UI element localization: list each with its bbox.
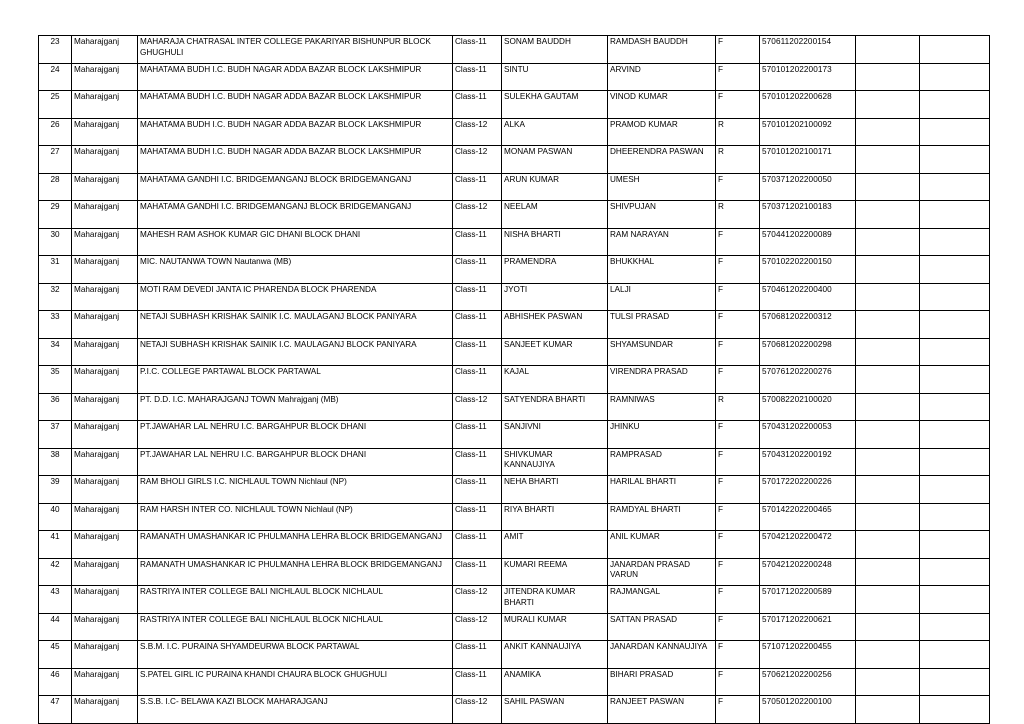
- student-name-cell: ABHISHEK PASWAN: [502, 311, 608, 339]
- registration-code-cell: 570761202200276: [760, 366, 856, 394]
- category-cell: F: [716, 173, 760, 201]
- registration-code-cell: 570371202100183: [760, 201, 856, 229]
- school-name-cell: PT. D.D. I.C. MAHARAJGANJ TOWN Mahrajganj (MB): [138, 393, 453, 421]
- class-cell: Class-11: [453, 531, 502, 559]
- registration-code-cell: 570171202200621: [760, 613, 856, 641]
- blank-cell: [920, 448, 990, 476]
- registration-code-cell: 570082202100020: [760, 393, 856, 421]
- blank-cell: [920, 173, 990, 201]
- father-name-cell: RAMDYAL BHARTI: [608, 503, 716, 531]
- district-cell: Maharajganj: [72, 613, 138, 641]
- category-cell: F: [716, 421, 760, 449]
- serial-number-cell: 36: [39, 393, 72, 421]
- class-cell: Class-11: [453, 256, 502, 284]
- category-cell: F: [716, 338, 760, 366]
- father-name-cell: UMESH: [608, 173, 716, 201]
- serial-number-cell: 43: [39, 586, 72, 614]
- father-name-cell: VIRENDRA PRASAD: [608, 366, 716, 394]
- category-cell: F: [716, 531, 760, 559]
- registration-code-cell: 570681202200312: [760, 311, 856, 339]
- table-row: [39, 668, 990, 696]
- blank-cell: [920, 613, 990, 641]
- class-cell: Class-11: [453, 668, 502, 696]
- student-name-cell: NEELAM: [502, 201, 608, 229]
- table-row: [39, 558, 990, 586]
- class-cell: Class-12: [453, 201, 502, 229]
- district-cell: Maharajganj: [72, 503, 138, 531]
- father-name-cell: RAMNIWAS: [608, 393, 716, 421]
- father-name-cell: RAJMANGAL: [608, 586, 716, 614]
- father-name-cell: RANJEET PASWAN: [608, 696, 716, 724]
- blank-cell: [920, 586, 990, 614]
- school-name-cell: MAHESH RAM ASHOK KUMAR GIC DHANI BLOCK DHANI: [138, 228, 453, 256]
- blank-cell: [856, 668, 920, 696]
- school-name-cell: S.B.M. I.C. PURAINA SHYAMDEURWA BLOCK PARTAWAL: [138, 641, 453, 669]
- registration-code-cell: 570101202100092: [760, 118, 856, 146]
- class-cell: Class-12: [453, 586, 502, 614]
- blank-cell: [856, 476, 920, 504]
- school-name-cell: RASTRIYA INTER COLLEGE BALI NICHLAUL BLOCK NICHLAUL: [138, 586, 453, 614]
- blank-cell: [920, 558, 990, 586]
- class-cell: Class-11: [453, 311, 502, 339]
- blank-cell: [920, 256, 990, 284]
- district-cell: Maharajganj: [72, 668, 138, 696]
- class-cell: Class-12: [453, 118, 502, 146]
- class-cell: Class-12: [453, 393, 502, 421]
- table-row: [39, 118, 990, 146]
- student-name-cell: SAHIL PASWAN: [502, 696, 608, 724]
- district-cell: Maharajganj: [72, 558, 138, 586]
- student-name-cell: JITENDRA KUMAR BHARTI: [502, 586, 608, 614]
- class-cell: Class-12: [453, 696, 502, 724]
- registration-code-cell: 570621202200256: [760, 668, 856, 696]
- school-name-cell: PT.JAWAHAR LAL NEHRU I.C. BARGAHPUR BLOCK DHANI: [138, 421, 453, 449]
- father-name-cell: BHUKKHAL: [608, 256, 716, 284]
- school-name-cell: MOTI RAM DEVEDI JANTA IC PHARENDA BLOCK PHARENDA: [138, 283, 453, 311]
- school-name-cell: NETAJI SUBHASH KRISHAK SAINIK I.C. MAULAGANJ BLOCK PANIYARA: [138, 311, 453, 339]
- category-cell: F: [716, 503, 760, 531]
- registration-code-cell: 570142202200465: [760, 503, 856, 531]
- serial-number-cell: 41: [39, 531, 72, 559]
- serial-number-cell: 46: [39, 668, 72, 696]
- category-cell: F: [716, 36, 760, 64]
- serial-number-cell: 27: [39, 146, 72, 174]
- blank-cell: [920, 91, 990, 119]
- blank-cell: [856, 146, 920, 174]
- blank-cell: [856, 366, 920, 394]
- blank-cell: [856, 393, 920, 421]
- blank-cell: [920, 696, 990, 724]
- registration-code-cell: 570101202100171: [760, 146, 856, 174]
- blank-cell: [920, 146, 990, 174]
- serial-number-cell: 32: [39, 283, 72, 311]
- student-name-cell: NEHA BHARTI: [502, 476, 608, 504]
- district-cell: Maharajganj: [72, 201, 138, 229]
- student-name-cell: PRAMENDRA: [502, 256, 608, 284]
- class-cell: Class-11: [453, 558, 502, 586]
- school-name-cell: MAHARAJA CHATRASAL INTER COLLEGE PAKARIYAR BISHUNPUR BLOCK GHUGHULI: [138, 36, 453, 64]
- category-cell: F: [716, 668, 760, 696]
- district-cell: Maharajganj: [72, 118, 138, 146]
- class-cell: Class-11: [453, 476, 502, 504]
- student-name-cell: RIYA BHARTI: [502, 503, 608, 531]
- student-name-cell: KUMARI REEMA: [502, 558, 608, 586]
- blank-cell: [920, 393, 990, 421]
- student-list-table: [38, 35, 990, 724]
- student-name-cell: SONAM BAUDDH: [502, 36, 608, 64]
- district-cell: Maharajganj: [72, 228, 138, 256]
- district-cell: Maharajganj: [72, 283, 138, 311]
- blank-cell: [856, 173, 920, 201]
- category-cell: R: [716, 393, 760, 421]
- father-name-cell: RAM NARAYAN: [608, 228, 716, 256]
- father-name-cell: SHYAMSUNDAR: [608, 338, 716, 366]
- category-cell: R: [716, 146, 760, 174]
- table-row: [39, 531, 990, 559]
- table-row: [39, 36, 990, 64]
- district-cell: Maharajganj: [72, 146, 138, 174]
- category-cell: F: [716, 366, 760, 394]
- category-cell: F: [716, 476, 760, 504]
- blank-cell: [920, 36, 990, 64]
- class-cell: Class-11: [453, 36, 502, 64]
- category-cell: F: [716, 228, 760, 256]
- blank-cell: [920, 421, 990, 449]
- table-row: [39, 421, 990, 449]
- registration-code-cell: 570681202200298: [760, 338, 856, 366]
- district-cell: Maharajganj: [72, 421, 138, 449]
- category-cell: F: [716, 256, 760, 284]
- blank-cell: [856, 641, 920, 669]
- student-name-cell: ANKIT KANNAUJIYA: [502, 641, 608, 669]
- student-name-cell: SANJIVNI: [502, 421, 608, 449]
- blank-cell: [920, 201, 990, 229]
- registration-code-cell: 570102202200150: [760, 256, 856, 284]
- school-name-cell: MAHATAMA BUDH I.C. BUDH NAGAR ADDA BAZAR BLOCK LAKSHMIPUR: [138, 63, 453, 91]
- student-name-cell: ANAMIKA: [502, 668, 608, 696]
- category-cell: F: [716, 696, 760, 724]
- district-cell: Maharajganj: [72, 586, 138, 614]
- registration-code-cell: 570371202200050: [760, 173, 856, 201]
- registration-code-cell: 570441202200089: [760, 228, 856, 256]
- registration-code-cell: 570431202200192: [760, 448, 856, 476]
- blank-cell: [856, 338, 920, 366]
- registration-code-cell: 570461202200400: [760, 283, 856, 311]
- father-name-cell: JANARDAN KANNAUJIYA: [608, 641, 716, 669]
- table-row: [39, 63, 990, 91]
- blank-cell: [856, 283, 920, 311]
- blank-cell: [856, 421, 920, 449]
- class-cell: Class-11: [453, 228, 502, 256]
- serial-number-cell: 34: [39, 338, 72, 366]
- father-name-cell: RAMDASH BAUDDH: [608, 36, 716, 64]
- district-cell: Maharajganj: [72, 173, 138, 201]
- category-cell: R: [716, 118, 760, 146]
- district-cell: Maharajganj: [72, 531, 138, 559]
- district-cell: Maharajganj: [72, 91, 138, 119]
- table-row: [39, 586, 990, 614]
- father-name-cell: VINOD KUMAR: [608, 91, 716, 119]
- category-cell: R: [716, 201, 760, 229]
- student-name-cell: AMIT: [502, 531, 608, 559]
- registration-code-cell: 571071202200455: [760, 641, 856, 669]
- student-name-cell: MURALI KUMAR: [502, 613, 608, 641]
- blank-cell: [920, 311, 990, 339]
- table-row: [39, 613, 990, 641]
- serial-number-cell: 45: [39, 641, 72, 669]
- class-cell: Class-11: [453, 503, 502, 531]
- student-name-cell: SINTU: [502, 63, 608, 91]
- student-name-cell: MONAM PASWAN: [502, 146, 608, 174]
- father-name-cell: PRAMOD KUMAR: [608, 118, 716, 146]
- table-row: [39, 448, 990, 476]
- school-name-cell: P.I.C. COLLEGE PARTAWAL BLOCK PARTAWAL: [138, 366, 453, 394]
- school-name-cell: MAHATAMA GANDHI I.C. BRIDGEMANGANJ BLOCK BRIDGEMANGANJ: [138, 173, 453, 201]
- table-row: [39, 146, 990, 174]
- blank-cell: [856, 256, 920, 284]
- blank-cell: [920, 641, 990, 669]
- category-cell: F: [716, 641, 760, 669]
- father-name-cell: ANIL KUMAR: [608, 531, 716, 559]
- class-cell: Class-11: [453, 338, 502, 366]
- school-name-cell: MAHATAMA BUDH I.C. BUDH NAGAR ADDA BAZAR BLOCK LAKSHMIPUR: [138, 91, 453, 119]
- school-name-cell: RAMANATH UMASHANKAR IC PHULMANHA LEHRA BLOCK BRIDGEMANGANJ: [138, 558, 453, 586]
- category-cell: F: [716, 586, 760, 614]
- table-row: [39, 228, 990, 256]
- student-name-cell: SANJEET KUMAR: [502, 338, 608, 366]
- category-cell: F: [716, 311, 760, 339]
- father-name-cell: HARILAL BHARTI: [608, 476, 716, 504]
- blank-cell: [856, 36, 920, 64]
- class-cell: Class-11: [453, 173, 502, 201]
- table-row: [39, 393, 990, 421]
- blank-cell: [920, 63, 990, 91]
- category-cell: F: [716, 558, 760, 586]
- blank-cell: [920, 228, 990, 256]
- registration-code-cell: 570611202200154: [760, 36, 856, 64]
- registration-code-cell: 570501202200100: [760, 696, 856, 724]
- blank-cell: [856, 586, 920, 614]
- class-cell: Class-11: [453, 421, 502, 449]
- student-name-cell: SATYENDRA BHARTI: [502, 393, 608, 421]
- category-cell: F: [716, 613, 760, 641]
- school-name-cell: MAHATAMA BUDH I.C. BUDH NAGAR ADDA BAZAR BLOCK LAKSHMIPUR: [138, 118, 453, 146]
- school-name-cell: RASTRIYA INTER COLLEGE BALI NICHLAUL BLOCK NICHLAUL: [138, 613, 453, 641]
- registration-code-cell: 570421202200248: [760, 558, 856, 586]
- blank-cell: [856, 63, 920, 91]
- district-cell: Maharajganj: [72, 338, 138, 366]
- father-name-cell: TULSI PRASAD: [608, 311, 716, 339]
- serial-number-cell: 28: [39, 173, 72, 201]
- blank-cell: [920, 668, 990, 696]
- district-cell: Maharajganj: [72, 476, 138, 504]
- blank-cell: [920, 531, 990, 559]
- registration-code-cell: 570172202200226: [760, 476, 856, 504]
- school-name-cell: S.PATEL GIRL IC PURAINA KHANDI CHAURA BLOCK GHUGHULI: [138, 668, 453, 696]
- blank-cell: [856, 91, 920, 119]
- table-row: [39, 503, 990, 531]
- school-name-cell: RAM HARSH INTER CO. NICHLAUL TOWN Nichlaul (NP): [138, 503, 453, 531]
- district-cell: Maharajganj: [72, 393, 138, 421]
- district-cell: Maharajganj: [72, 448, 138, 476]
- table-row: [39, 366, 990, 394]
- school-name-cell: MAHATAMA GANDHI I.C. BRIDGEMANGANJ BLOCK BRIDGEMANGANJ: [138, 201, 453, 229]
- father-name-cell: DHEERENDRA PASWAN: [608, 146, 716, 174]
- blank-cell: [856, 558, 920, 586]
- blank-cell: [920, 338, 990, 366]
- category-cell: F: [716, 91, 760, 119]
- district-cell: Maharajganj: [72, 641, 138, 669]
- student-name-cell: ARUN KUMAR: [502, 173, 608, 201]
- registration-code-cell: 570431202200053: [760, 421, 856, 449]
- district-cell: Maharajganj: [72, 256, 138, 284]
- serial-number-cell: 44: [39, 613, 72, 641]
- student-name-cell: SHIVKUMAR KANNAUJIYA: [502, 448, 608, 476]
- serial-number-cell: 35: [39, 366, 72, 394]
- registration-code-cell: 570171202200589: [760, 586, 856, 614]
- school-name-cell: S.S.B. I.C- BELAWA KAZI BLOCK MAHARAJGANJ: [138, 696, 453, 724]
- class-cell: Class-12: [453, 146, 502, 174]
- registration-code-cell: 570101202200628: [760, 91, 856, 119]
- school-name-cell: NETAJI SUBHASH KRISHAK SAINIK I.C. MAULAGANJ BLOCK PANIYARA: [138, 338, 453, 366]
- father-name-cell: BIHARI PRASAD: [608, 668, 716, 696]
- class-cell: Class-11: [453, 63, 502, 91]
- table-row: [39, 91, 990, 119]
- blank-cell: [856, 448, 920, 476]
- father-name-cell: JHINKU: [608, 421, 716, 449]
- student-name-cell: KAJAL: [502, 366, 608, 394]
- class-cell: Class-11: [453, 283, 502, 311]
- blank-cell: [920, 476, 990, 504]
- district-cell: Maharajganj: [72, 63, 138, 91]
- blank-cell: [920, 366, 990, 394]
- category-cell: F: [716, 63, 760, 91]
- district-cell: Maharajganj: [72, 366, 138, 394]
- father-name-cell: JANARDAN PRASAD VARUN: [608, 558, 716, 586]
- district-cell: Maharajganj: [72, 36, 138, 64]
- table-row: [39, 641, 990, 669]
- school-name-cell: PT.JAWAHAR LAL NEHRU I.C. BARGAHPUR BLOCK DHANI: [138, 448, 453, 476]
- serial-number-cell: 26: [39, 118, 72, 146]
- serial-number-cell: 38: [39, 448, 72, 476]
- father-name-cell: SHIVPUJAN: [608, 201, 716, 229]
- blank-cell: [856, 696, 920, 724]
- student-name-cell: JYOTI: [502, 283, 608, 311]
- district-cell: Maharajganj: [72, 311, 138, 339]
- table-body: [39, 36, 990, 724]
- table-row: [39, 476, 990, 504]
- class-cell: Class-11: [453, 91, 502, 119]
- student-name-cell: SULEKHA GAUTAM: [502, 91, 608, 119]
- table-row: [39, 338, 990, 366]
- category-cell: F: [716, 283, 760, 311]
- blank-cell: [856, 503, 920, 531]
- blank-cell: [920, 503, 990, 531]
- blank-cell: [856, 531, 920, 559]
- registration-code-cell: 570101202200173: [760, 63, 856, 91]
- serial-number-cell: 23: [39, 36, 72, 64]
- serial-number-cell: 24: [39, 63, 72, 91]
- blank-cell: [856, 613, 920, 641]
- blank-cell: [920, 283, 990, 311]
- school-name-cell: RAMANATH UMASHANKAR IC PHULMANHA LEHRA BLOCK BRIDGEMANGANJ: [138, 531, 453, 559]
- blank-cell: [856, 228, 920, 256]
- school-name-cell: RAM BHOLI GIRLS I.C. NICHLAUL TOWN Nichlaul (NP): [138, 476, 453, 504]
- serial-number-cell: 30: [39, 228, 72, 256]
- serial-number-cell: 40: [39, 503, 72, 531]
- father-name-cell: SATTAN PRASAD: [608, 613, 716, 641]
- table-row: [39, 256, 990, 284]
- serial-number-cell: 31: [39, 256, 72, 284]
- father-name-cell: RAMPRASAD: [608, 448, 716, 476]
- class-cell: Class-11: [453, 641, 502, 669]
- school-name-cell: MIC. NAUTANWA TOWN Nautanwa (MB): [138, 256, 453, 284]
- district-cell: Maharajganj: [72, 696, 138, 724]
- serial-number-cell: 33: [39, 311, 72, 339]
- table-row: [39, 201, 990, 229]
- blank-cell: [856, 118, 920, 146]
- blank-cell: [856, 311, 920, 339]
- registration-code-cell: 570421202200472: [760, 531, 856, 559]
- serial-number-cell: 29: [39, 201, 72, 229]
- serial-number-cell: 47: [39, 696, 72, 724]
- category-cell: F: [716, 448, 760, 476]
- blank-cell: [920, 118, 990, 146]
- father-name-cell: ARVIND: [608, 63, 716, 91]
- father-name-cell: LALJI: [608, 283, 716, 311]
- class-cell: Class-11: [453, 448, 502, 476]
- table-row: [39, 283, 990, 311]
- school-name-cell: MAHATAMA BUDH I.C. BUDH NAGAR ADDA BAZAR BLOCK LAKSHMIPUR: [138, 146, 453, 174]
- serial-number-cell: 42: [39, 558, 72, 586]
- table-row: [39, 311, 990, 339]
- student-name-cell: ALKA: [502, 118, 608, 146]
- class-cell: Class-11: [453, 366, 502, 394]
- class-cell: Class-12: [453, 613, 502, 641]
- serial-number-cell: 39: [39, 476, 72, 504]
- blank-cell: [856, 201, 920, 229]
- student-name-cell: NISHA BHARTI: [502, 228, 608, 256]
- table-row: [39, 173, 990, 201]
- table-row: [39, 696, 990, 724]
- serial-number-cell: 25: [39, 91, 72, 119]
- serial-number-cell: 37: [39, 421, 72, 449]
